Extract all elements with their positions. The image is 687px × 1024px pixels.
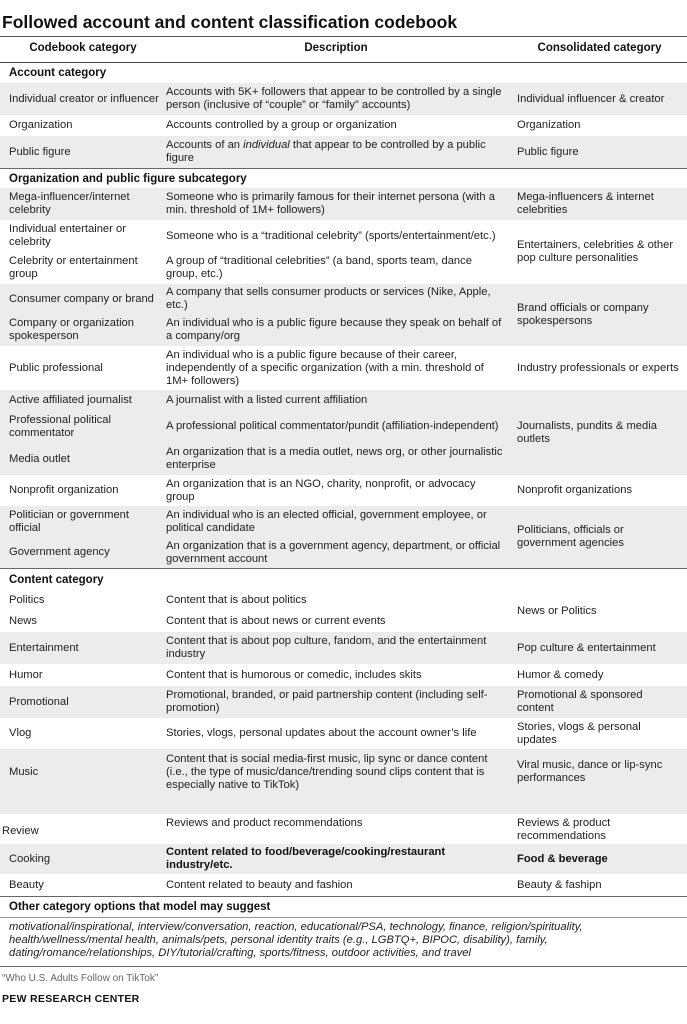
description-cell: Content that is about politics — [166, 594, 307, 606]
codebook-cell: Active affiliated journalist — [9, 393, 132, 406]
table-row — [0, 115, 687, 136]
description-cell: An organization that is an NGO, charity, nonprofit, or advocacy group — [166, 477, 476, 503]
table-row-group — [0, 284, 687, 346]
table-row — [0, 874, 687, 896]
consolidated-cell: Industry professionals or experts — [517, 361, 679, 374]
description-cell: An individual who is an elected official, government employee, or political candidate — [166, 508, 487, 534]
codebook-cell: Professional political commentator — [9, 413, 111, 439]
col-header-description: Description — [304, 42, 368, 54]
section-header-content — [0, 568, 687, 591]
description-cell: An individual who is a public figure because they speak on behalf of a company/org — [166, 317, 502, 342]
table-row-group — [0, 390, 687, 475]
codebook-cell: Public professional — [9, 361, 103, 374]
consolidated-cell: Beauty & fashipn — [517, 878, 602, 891]
consolidated-cell: Journalists, pundits & media outlets — [517, 419, 657, 445]
table-row — [0, 475, 687, 506]
codebook-cell: Music — [9, 765, 39, 778]
consolidated-cell: Individual influencer & creator — [517, 92, 665, 105]
description-cell: Content that is about news or current events — [166, 615, 386, 627]
description-cell: Content that is humorous or comedic, includes skits — [166, 668, 422, 681]
col-header-consolidated: Consolidated category — [537, 42, 662, 54]
table-row — [0, 664, 687, 686]
table-row — [0, 632, 687, 664]
codebook-cell: Vlog — [9, 727, 32, 739]
codebook-cell: Beauty — [9, 878, 44, 891]
table-row-group — [0, 506, 687, 568]
description-cell: An organization that is a media outlet, news org, or other journalistic enterprise — [166, 446, 503, 471]
codebook-cell: Government agency — [9, 546, 110, 558]
section-label: Content category — [9, 574, 104, 586]
description-cell: Someone who is a “traditional celebrity” (sports/entertainment/etc.) — [166, 229, 496, 242]
table-row — [0, 83, 687, 115]
col-header-codebook: Codebook category — [29, 42, 137, 54]
codebook-cell: Individual entertainer or celebrity — [9, 223, 126, 248]
codebook-cell: Consumer company or brand — [9, 292, 154, 305]
top-divider — [0, 36, 687, 37]
other-category-list: motivational/inspirational, interview/conversation, reaction, educational/PSA, technology, finance, religion/spirituality, health/wellness/mental health, animals/pets, personal identity traits (e.g., LGBTQ+, BIPOC, disability), family, dating/romance/relationships, DIY/tutorial/crafting, sports/fitness, outdoor activities, and travel — [9, 921, 583, 960]
description-cell: An organization that is a government agency, department, or official government account — [166, 539, 501, 565]
table-row — [0, 686, 687, 718]
codebook-cell: Promotional — [9, 695, 69, 708]
codebook-cell: Politician or government official — [9, 508, 130, 534]
table-row-group — [0, 220, 687, 284]
table-row — [0, 346, 687, 390]
table-row — [0, 188, 687, 220]
codebook-cell: Cooking — [9, 852, 51, 865]
consolidated-cell: Nonprofit organizations — [517, 484, 633, 496]
description-cell: Content related to food/beverage/cooking/restaurant industry/etc. — [166, 846, 446, 871]
consolidated-cell: Politicians, officials or government agencies — [517, 524, 624, 549]
codebook-cell: News — [9, 615, 37, 627]
codebook-cell: Organization — [9, 119, 73, 131]
table-row-group — [0, 590, 687, 632]
description-cell: A group of “traditional celebrities” (a band, sports team, dance group, etc.) — [166, 255, 472, 280]
consolidated-cell: Public figure — [517, 145, 579, 158]
codebook-cell: Politics — [9, 594, 45, 606]
bottom-divider — [0, 966, 687, 967]
codebook-cell: Review — [2, 825, 39, 837]
desc-part: that appear to be controlled by a public figure — [166, 139, 486, 164]
consolidated-cell: Stories, vlogs & personal updates — [517, 720, 641, 746]
codebook-cell: Media outlet — [9, 452, 70, 465]
section-label: Account category — [9, 67, 107, 79]
consolidated-cell: Brand officials or company spokespersons — [517, 302, 649, 327]
consolidated-cell: Promotional & sponsored content — [517, 689, 643, 714]
table-row — [0, 749, 687, 814]
consolidated-cell: Mega-influencers & internet celebrities — [517, 191, 654, 216]
consolidated-cell: Food & beverage — [517, 852, 608, 865]
description-cell: A company that sells consumer products or services (Nike, Apple, etc.) — [166, 286, 491, 311]
description-cell: Stories, vlogs, personal updates about the account owner’s life — [166, 727, 477, 739]
other-heading: Other category options that model may suggest — [9, 901, 271, 913]
desc-part: Accounts of an — [166, 139, 244, 151]
publisher-logo-text: PEW RESEARCH CENTER — [2, 993, 140, 1005]
page-title: Followed account and content classification codebook — [2, 12, 458, 32]
consolidated-cell: Pop culture & entertainment — [517, 641, 656, 654]
consolidated-cell: Viral music, dance or lip-sync performances — [517, 759, 663, 784]
table-row — [0, 718, 687, 749]
consolidated-cell: Humor & comedy — [517, 668, 604, 681]
consolidated-cell: Organization — [517, 119, 581, 131]
consolidated-cell: Reviews & product recommendations — [517, 817, 611, 842]
description-cell: Someone who is primarily famous for their internet persona (with a min. threshold of 1M+ followers) — [166, 191, 495, 216]
description-cell: Content that is about pop culture, fandom, and the entertainment industry — [166, 635, 487, 660]
section-label: Organization and public figure subcategory — [9, 173, 247, 185]
codebook-cell: Public figure — [9, 145, 71, 158]
other-subdivider — [0, 917, 687, 918]
description-cell: Promotional, branded, or paid partnership content (including self-promotion) — [166, 689, 488, 714]
description-cell: Reviews and product recommendations — [166, 817, 363, 829]
codebook-cell: Individual creator or influencer — [9, 92, 159, 105]
description-cell: A professional political commentator/pundit (affiliation-independent) — [166, 420, 499, 432]
description-cell: Accounts controlled by a group or organization — [166, 119, 397, 131]
codebook-cell: Company or organization spokesperson — [9, 317, 134, 342]
desc-emphasis: individual — [243, 139, 290, 151]
description-cell: A journalist with a listed current affiliation — [166, 393, 368, 406]
codebook-cell: Entertainment — [9, 641, 79, 654]
consolidated-cell: News or Politics — [517, 604, 597, 617]
description-cell: Content that is social media-first music, lip sync or dance content (i.e., the type of music/dance/trending sound clips content that is especially native to TikTok) — [166, 752, 488, 791]
section-header-org-public — [0, 168, 687, 189]
codebook-cell: Mega-influencer/internet celebrity — [9, 191, 130, 216]
table-row — [0, 814, 687, 844]
description-cell — [166, 136, 506, 168]
source-note: “Who U.S. Adults Follow on TikTok” — [2, 973, 159, 984]
table-row — [0, 136, 687, 168]
description-cell: Accounts with 5K+ followers that appear to be controlled by a single person (inclusive of “couple” or “family” accounts) — [166, 86, 502, 111]
description-cell: Content related to beauty and fashion — [166, 878, 353, 891]
codebook-cell: Nonprofit organization — [9, 484, 119, 496]
other-divider — [0, 896, 687, 897]
section-header-account — [0, 63, 687, 83]
table-row — [0, 844, 687, 874]
codebook-cell: Celebrity or entertainment group — [9, 255, 138, 280]
description-cell: An individual who is a public figure because of their career, independently of a specific organization (with a min. threshold of 1M+ followers) — [166, 348, 484, 387]
consolidated-cell: Entertainers, celebrities & other pop culture personalities — [517, 239, 674, 264]
codebook-cell: Humor — [9, 668, 43, 681]
